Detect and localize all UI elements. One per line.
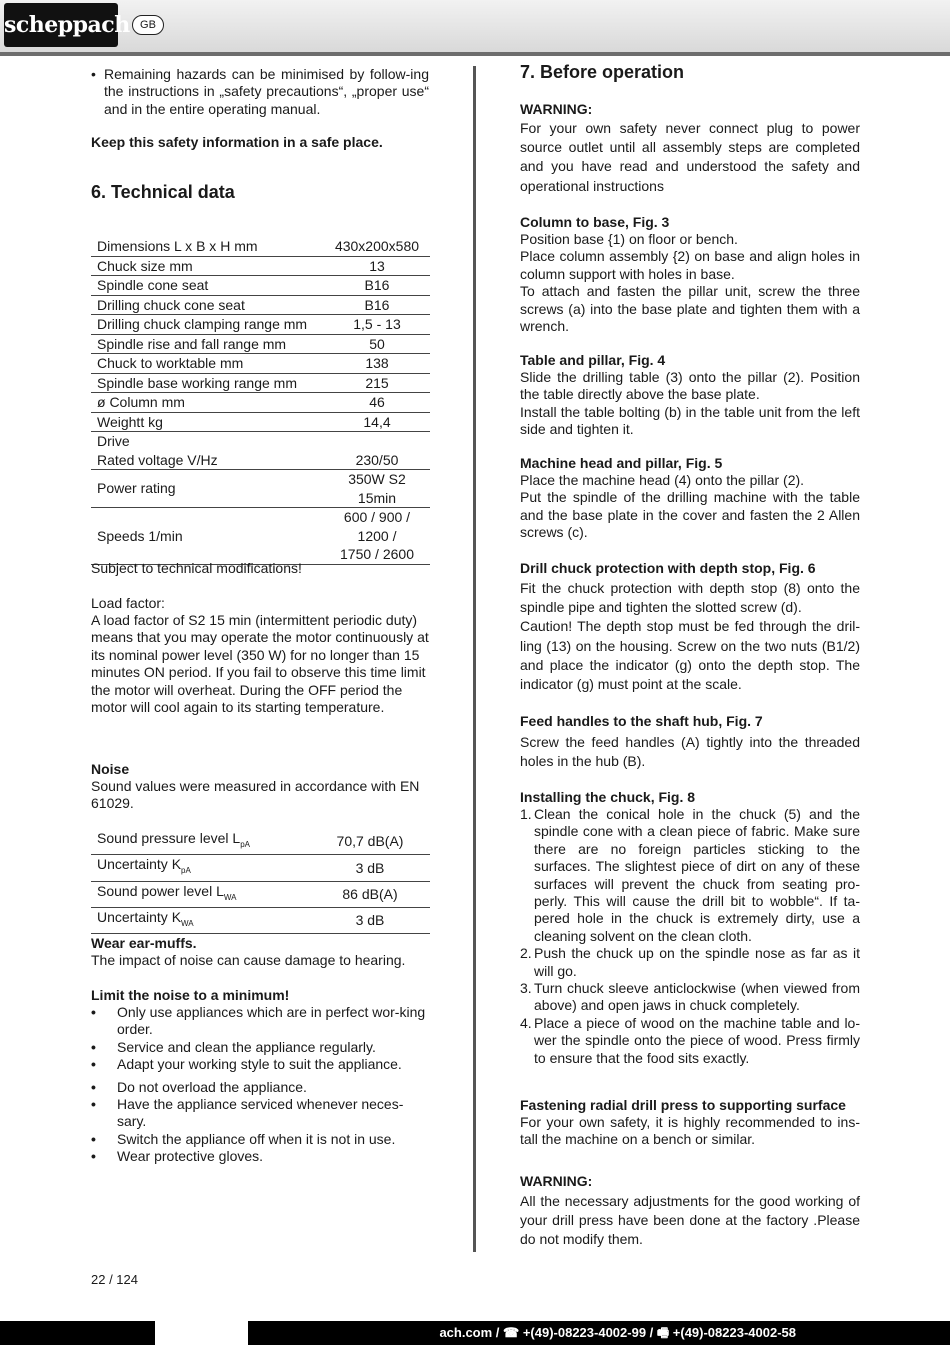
page-header: [0, 0, 950, 56]
install-step: [520, 1015, 860, 1067]
right-column: [520, 64, 860, 1254]
tech-value: 215: [324, 373, 430, 393]
machine-head-title: Machine head and pillar, Fig. 5: [520, 455, 723, 471]
tech-label: Spindle cone seat: [91, 276, 324, 296]
tech-label: Spindle rise and fall range mm: [91, 334, 324, 354]
warning2-title: WARNING:: [520, 1173, 593, 1189]
tech-row: [91, 256, 430, 276]
machine-head-text: Place the machine head (4) onto the pillar (2). Put the spindle of the drilling machine with the table and the base plate in the cover and fasten the 2 Allen screws (c).: [520, 472, 860, 541]
install-step-number: 4.: [520, 1014, 532, 1031]
page-number: 22 / 124: [91, 1272, 138, 1287]
fastening-text: For your own safety, it is highly recommended to ins-tall the machine on a bench or similar.: [520, 1114, 860, 1148]
install-step-text: Turn chuck sleeve anticlockwise (when viewed from above) and open jaws in chuck completely.: [534, 980, 860, 1014]
tech-label: ø Column mm: [91, 393, 324, 413]
scheppach-logo: scheppach: [4, 3, 118, 47]
earmuffs-text: The impact of noise can cause damage to hearing.: [91, 952, 406, 968]
tech-value: [324, 432, 430, 451]
intro-bullet: • Remaining hazards can be minimised by follow-ing the instructions in „safety precautions“, „proper use“ and in the entire operating manual.: [91, 66, 429, 118]
tech-row: [91, 237, 430, 256]
noise-label: [91, 881, 310, 907]
tech-row: [91, 451, 430, 470]
tech-value: 600 / 900 / 1200 / 1750 / 2600: [324, 508, 430, 565]
tech-value: 350W S2 15min: [324, 470, 430, 508]
chuck-protection-title: Drill chuck protection with depth stop, Fig. 6: [520, 560, 816, 576]
installing-chuck-title: Installing the chuck, Fig. 8: [520, 789, 696, 805]
noise-label: [91, 829, 310, 855]
noise-text: Sound values were measured in accordance with EN 61029.: [91, 778, 420, 812]
noise-label-subscript: WA: [181, 918, 194, 928]
column-to-base-title: Column to base, Fig. 3: [520, 214, 670, 230]
tech-label: Power rating: [91, 470, 324, 508]
technical-data-table: [91, 237, 430, 565]
tech-label: Weightt kg: [91, 412, 324, 432]
tech-value: B16: [324, 295, 430, 315]
install-step: [520, 945, 860, 980]
install-step-text: Clean the conical hole in the chuck (5) and the spindle cone with a clean piece of fabric. Make sure there are no foreign particles sticking to the surfaces. The slightest piece of dirt on any of these surfaces will prevent the chuck from seating pro-perly. This will cause the drill bit to wobble“. If ta-pered hole in the chuck is extremely dirty, use a cleaning solvent on the clean cloth.: [534, 806, 860, 944]
limit-noise-item: • Switch the appliance off when it is not in use.: [91, 1131, 429, 1148]
subject-note: Subject to technical modifications!: [91, 560, 302, 576]
column-divider: [473, 66, 476, 1252]
limit-noise-item: • Do not overload the appliance.: [91, 1079, 429, 1096]
tech-label: Chuck to worktable mm: [91, 354, 324, 374]
tech-label: Rated voltage V/Hz: [91, 451, 324, 470]
install-step-number: 1.: [520, 806, 532, 822]
tech-label: Spindle base working range mm: [91, 373, 324, 393]
feed-handles-title: Feed handles to the shaft hub, Fig. 7: [520, 713, 763, 729]
install-step-text: Place a piece of wood on the machine table and lo-wer the spindle onto the piece of wood. Press firmly to ensure that the food sits exactly.: [534, 1014, 860, 1066]
noise-label-text: Uncertainty K: [97, 856, 182, 873]
tech-value: 14,4: [324, 412, 430, 432]
noise-row: [91, 829, 430, 855]
tech-row: [91, 295, 430, 315]
noise-value: 70,7 dB(A): [310, 829, 430, 855]
tech-label: Speeds 1/min: [91, 508, 324, 565]
tech-label: Chuck size mm: [91, 256, 324, 276]
tech-value: 138: [324, 354, 430, 374]
limit-noise-item: • Adapt your working style to suit the appliance.: [91, 1056, 429, 1073]
noise-label-subscript: pA: [181, 866, 191, 876]
tech-value: 1,5 - 13: [324, 315, 430, 335]
noise-value: 3 dB: [310, 855, 430, 881]
install-step-number: 2.: [520, 945, 532, 962]
noise-row: [91, 855, 430, 881]
warning-title: WARNING:: [520, 101, 593, 117]
tech-label: Drive: [97, 433, 130, 449]
left-column: [91, 66, 429, 1186]
noise-label: [91, 907, 310, 933]
footer-contact: ach.com / ☎ +(49)-08223-4002-99 / 🖷 +(49)-08223-4002-58: [439, 1325, 796, 1340]
load-factor-text: A load factor of S2 15 min (intermittent periodic duty) means that you may operate the motor continuously at its nominal power level (350 W) for no longer than 15 minutes ON period. If you fail to observe this time limit the motor will overheat. During the OFF period the motor will cool again to its starting temperature.: [91, 612, 429, 716]
tech-value: 430x200x580: [324, 237, 430, 256]
warning2-text: All the necessary adjustments for the good working of your drill press have been done at the factory .Please do not modify them.: [520, 1193, 860, 1248]
table-and-pillar-title: Table and pillar, Fig. 4: [520, 352, 666, 368]
noise-row: [91, 881, 430, 907]
install-step: [520, 980, 860, 1015]
install-step-text: Push the chuck up on the spindle nose as far as it will go.: [534, 945, 860, 979]
noise-table: [91, 829, 430, 934]
tech-row: [91, 315, 430, 335]
tech-row: [91, 354, 430, 374]
footer-white-block: [155, 1321, 248, 1345]
table-and-pillar-text: Slide the drilling table (3) onto the pillar (2). Position the table directly above the base plate. Install the table bolting (b) in the table unit from the left side and tighten it.: [520, 369, 860, 438]
page-footer: [0, 1321, 950, 1345]
tech-label: Dimensions L x B x H mm: [91, 237, 324, 256]
technical-data-heading: 6. Technical data: [91, 182, 235, 202]
warning-text: For your own safety never connect plug to power source outlet until all assembly steps are completed and you have read and understood the safety and operational instructions: [520, 120, 860, 194]
tech-row: [91, 508, 430, 565]
tech-value: 13: [324, 256, 430, 276]
noise-label-subscript: WA: [223, 892, 237, 902]
noise-row: [91, 907, 430, 933]
install-step: [520, 806, 860, 945]
noise-label-text: Sound power level L: [97, 882, 224, 899]
tech-row: [91, 470, 430, 508]
noise-label-subscript: pA: [240, 839, 250, 849]
limit-noise-list: [91, 1004, 429, 1166]
tech-value: 46: [324, 393, 430, 413]
limit-noise-item: • Wear protective gloves.: [91, 1148, 429, 1165]
tech-row: [91, 412, 430, 432]
installing-chuck-list: [520, 806, 860, 1067]
noise-value: 86 dB(A): [310, 881, 430, 907]
tech-label: Drilling chuck cone seat: [91, 295, 324, 315]
language-badge: GB: [132, 15, 164, 35]
tech-row: [91, 373, 430, 393]
noise-label: [91, 855, 310, 881]
noise-label-text: Uncertainty K: [97, 908, 182, 925]
tech-value: 230/50: [324, 451, 430, 470]
limit-noise-item: • Only use appliances which are in perfect wor-king order.: [91, 1004, 429, 1039]
limit-noise-title: Limit the noise to a minimum!: [91, 987, 290, 1003]
limit-noise-item: • Service and clean the appliance regularly.: [91, 1039, 429, 1056]
load-factor-title: Load factor:: [91, 595, 165, 611]
noise-value: 3 dB: [310, 907, 430, 933]
fastening-title: Fastening radial drill press to supporting surface: [520, 1097, 846, 1113]
tech-row: [91, 432, 430, 451]
tech-row: [91, 334, 430, 354]
tech-value: 50: [324, 334, 430, 354]
column-to-base-text: Position base {1) on floor or bench. Place column assembly {2) on base and align holes in column support with holes in base. To attach and fasten the pillar unit, screw the three screws (a) into the base plate and tighten them with a wrench.: [520, 231, 860, 335]
tech-row: [91, 276, 430, 296]
limit-noise-item: • Have the appliance serviced whenever neces-sary.: [91, 1096, 429, 1131]
noise-label-text: Sound pressure level L: [97, 830, 241, 846]
earmuffs-title: Wear ear-muffs.: [91, 935, 197, 951]
tech-row: [91, 393, 430, 413]
tech-value: B16: [324, 276, 430, 296]
keep-info-note: Keep this safety information in a safe place.: [91, 134, 383, 150]
chuck-protection-text: Fit the chuck protection with depth stop (8) onto the spindle pipe and tighten the slotted screw (d). Caution! The depth stop must be fed through the dril-ling (13) on the housing. Screw on the two nuts (B1/2) and place the indicator (g) onto the depth stop. The indicator (g) must point at the scale.: [520, 580, 860, 693]
tech-label: Drilling chuck clamping range mm: [91, 315, 324, 335]
feed-handles-text: Screw the feed handles (A) tightly into the threaded holes in the hub (B).: [520, 734, 860, 770]
noise-title: Noise: [91, 761, 130, 777]
before-operation-heading: 7. Before operation: [520, 62, 685, 82]
install-step-number: 3.: [520, 980, 532, 997]
